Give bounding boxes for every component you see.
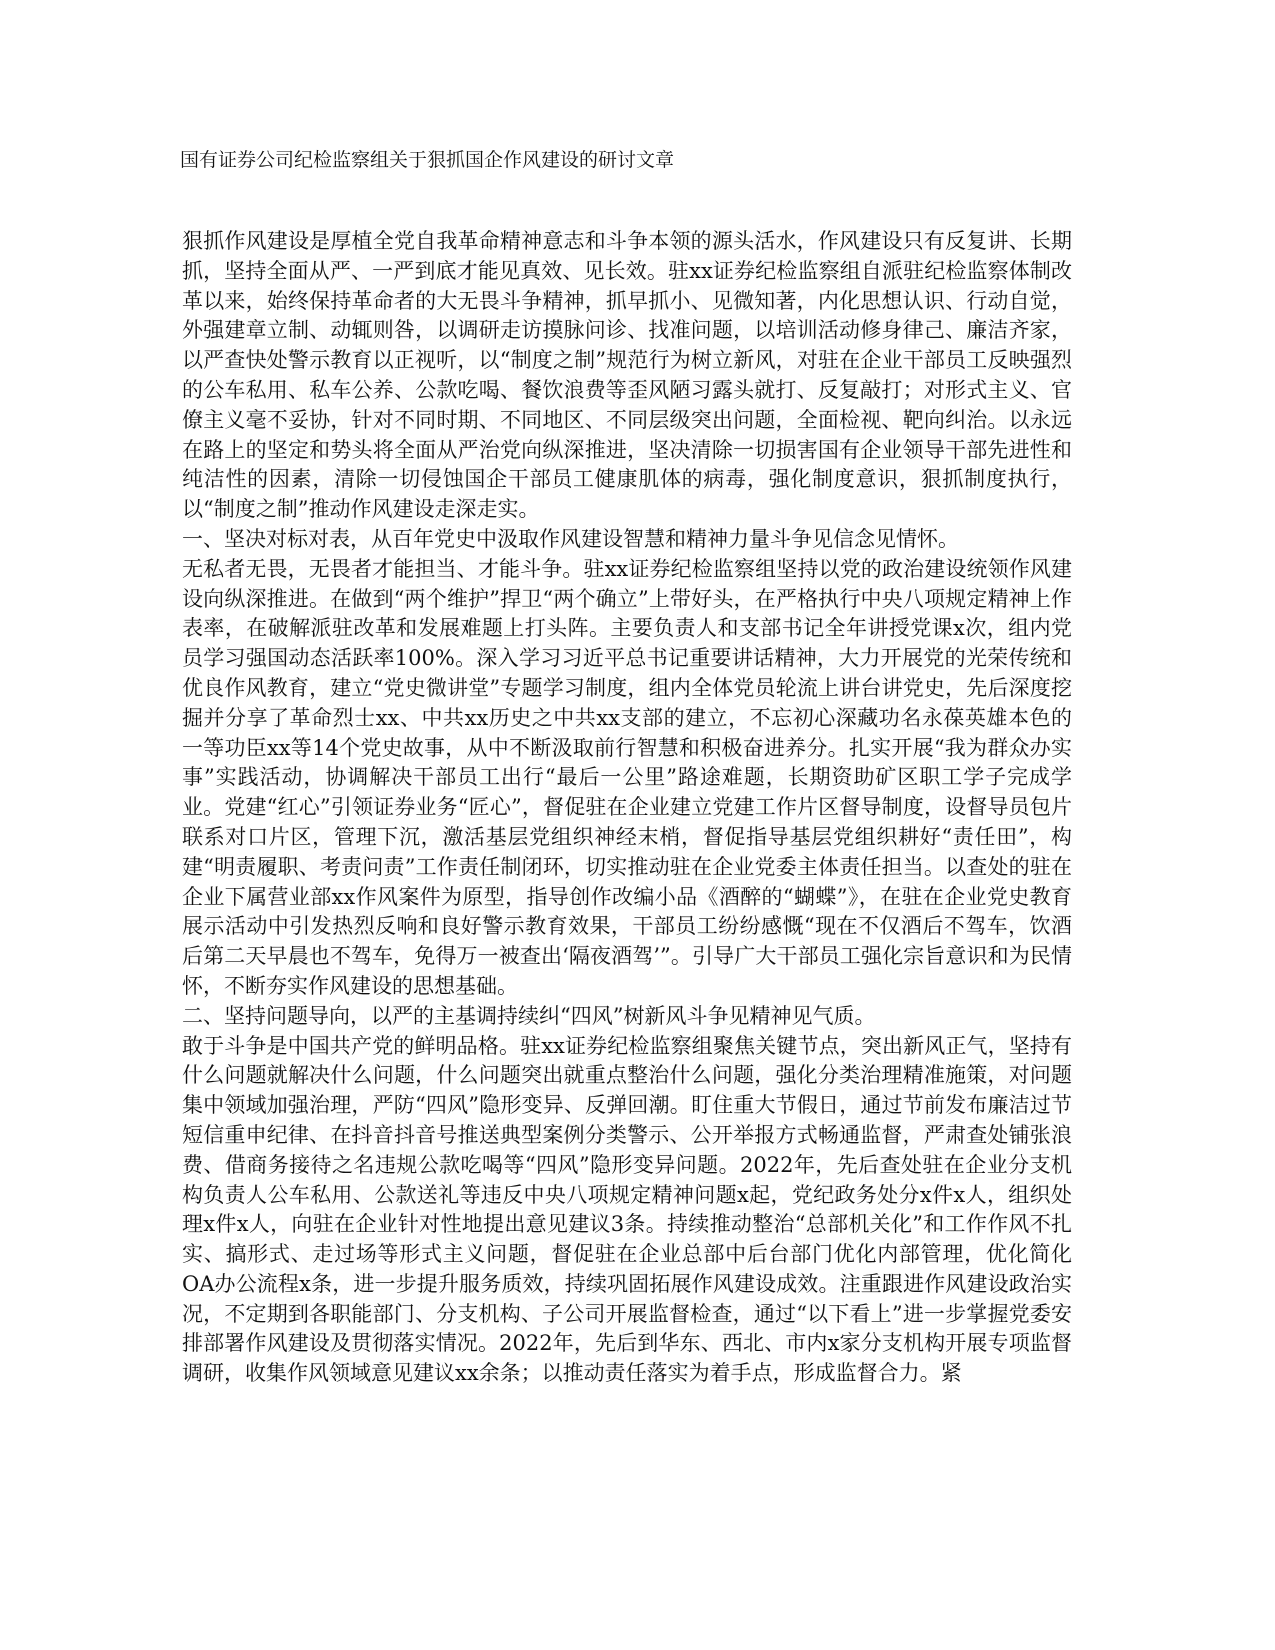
document-body: [182, 227, 1072, 1389]
section-heading-2: 二、坚持问题导向，以严的主基调持续纠“四风”树新风斗争见精神见气质。: [182, 1003, 876, 1028]
section-1-paragraph: 无私者无畏，无畏者才能担当、才能斗争。驻xx证券纪检监察组坚持以党的政治建设统领作风建设向纵深推进。在做到“两个维护”捍卫“两个确立”上带好头，在严格执行中央八项规定精神上作表率，在破解派驻改革和发展难题上打头阵。主要负责人和支部书记全年讲授党课x次，组内党员学习强国动态活跃率100%。深入学习习近平总书记重要讲话精神，大力开展党的光荣传统和优良作风教育，建立“党史微讲堂”专题学习制度，组内全体党员轮流上讲台讲党史，先后深度挖掘并分享了革命烈士xx、中共xx历史之中共xx支部的建立，不忘初心深藏功名永葆英雄本色的一等功臣xx等14个党史故事，从中不断汲取前行智慧和积极奋进养分。扎实开展“我为群众办实事”实践活动，协调解决干部员工出行“最后一公里”路途难题，长期资助矿区职工学子完成学业。党建“红心”引领证券业务“匠心”，督促驻在企业建立党建工作片区督导制度，设督导员包片联系对口片区，管理下沉，激活基层党组织神经末梢，督促指导基层党组织耕好“责任田”，构建“明责履职、考责问责”工作责任制闭环，切实推动驻在企业党委主体责任担当。以查处的驻在企业下属营业部xx作风案件为原型，指导创作改编小品《酒醉的“蝴蝶”》，在驻在企业党史教育展示活动中引发热烈反响和良好警示教育效果，干部员工纷纷感慨“现在不仅酒后不驾车，饮酒后第二天早晨也不驾车，免得万一被查出‘隔夜酒驾’”。引导广大干部员工强化宗旨意识和为民情怀，不断夯实作风建设的思想基础。: [182, 556, 1072, 998]
section-2-paragraph: 敢于斗争是中国共产党的鲜明品格。驻xx证券纪检监察组聚焦关键节点，突出新风正气，坚持有什么问题就解决什么问题，什么问题突出就重点整治什么问题，强化分类治理精准施策，对问题集中领域加强治理，严防“四风”隐形变异、反弹回潮。盯住重大节假日，通过节前发布廉洁过节短信重申纪律、在抖音抖音号推送典型案例分类警示、公开举报方式畅通监督，严肃查处铺张浪费、借商务接待之名违规公款吃喝等“四风”隐形变异问题。2022年，先后查处驻在企业分支机构负责人公车私用、公款送礼等违反中央八项规定精神问题x起，党纪政务处分x件x人，组织处理x件x人，向驻在企业针对性地提出意见建议3条。持续推动整治“总部机关化”和工作作风不扎实、搞形式、走过场等形式主义问题，督促驻在企业总部中后台部门优化内部管理，优化简化OA办公流程x条，进一步提升服务质效，持续巩固拓展作风建设成效。注重跟进作风建设政治实况，不定期到各职能部门、分支机构、子公司开展监督检查，通过“以下看上”进一步掌握党委安排部署作风建设及贯彻落实情况。2022年，先后到华东、西北、市内x家分支机构开展专项监督调研，收集作风领域意见建议xx余条；以推动责任落实为着手点，形成监督合力。紧: [182, 1033, 1072, 1386]
intro-paragraph: 狠抓作风建设是厚植全党自我革命精神意志和斗争本领的源头活水，作风建设只有反复讲、长期抓，坚持全面从严、一严到底才能见真效、见长效。驻xx证券纪检监察组自派驻纪检监察体制改革以来，始终保持革命者的大无畏斗争精神，抓早抓小、见微知著，内化思想认识、行动自觉，外强建章立制、动辄则咎，以调研走访摸脉问诊、找准问题，以培训活动修身律己、廉洁齐家，以严查快处警示教育以正视听，以“制度之制”规范行为树立新风，对驻在企业干部员工反映强烈的公车私用、私车公养、公款吃喝、餐饮浪费等歪风陋习露头就打、反复敲打；对形式主义、官僚主义毫不妥协，针对不同时期、不同地区、不同层级突出问题，全面检视、靶向纠治。以永远在路上的坚定和势头将全面从严治党向纵深推进，坚决清除一切损害国有企业领导干部先进性和纯洁性的因素，清除一切侵蚀国企干部员工健康肌体的病毒，强化制度意识，狠抓制度执行，以“制度之制”推动作风建设走深走实。: [182, 229, 1072, 522]
document-title: 国有证券公司纪检监察组关于狠抓国企作风建设的研讨文章: [180, 149, 675, 171]
section-heading-1: 一、坚决对标对表，从百年党史中汲取作风建设智慧和精神力量斗争见信念见情怀。: [182, 526, 959, 551]
